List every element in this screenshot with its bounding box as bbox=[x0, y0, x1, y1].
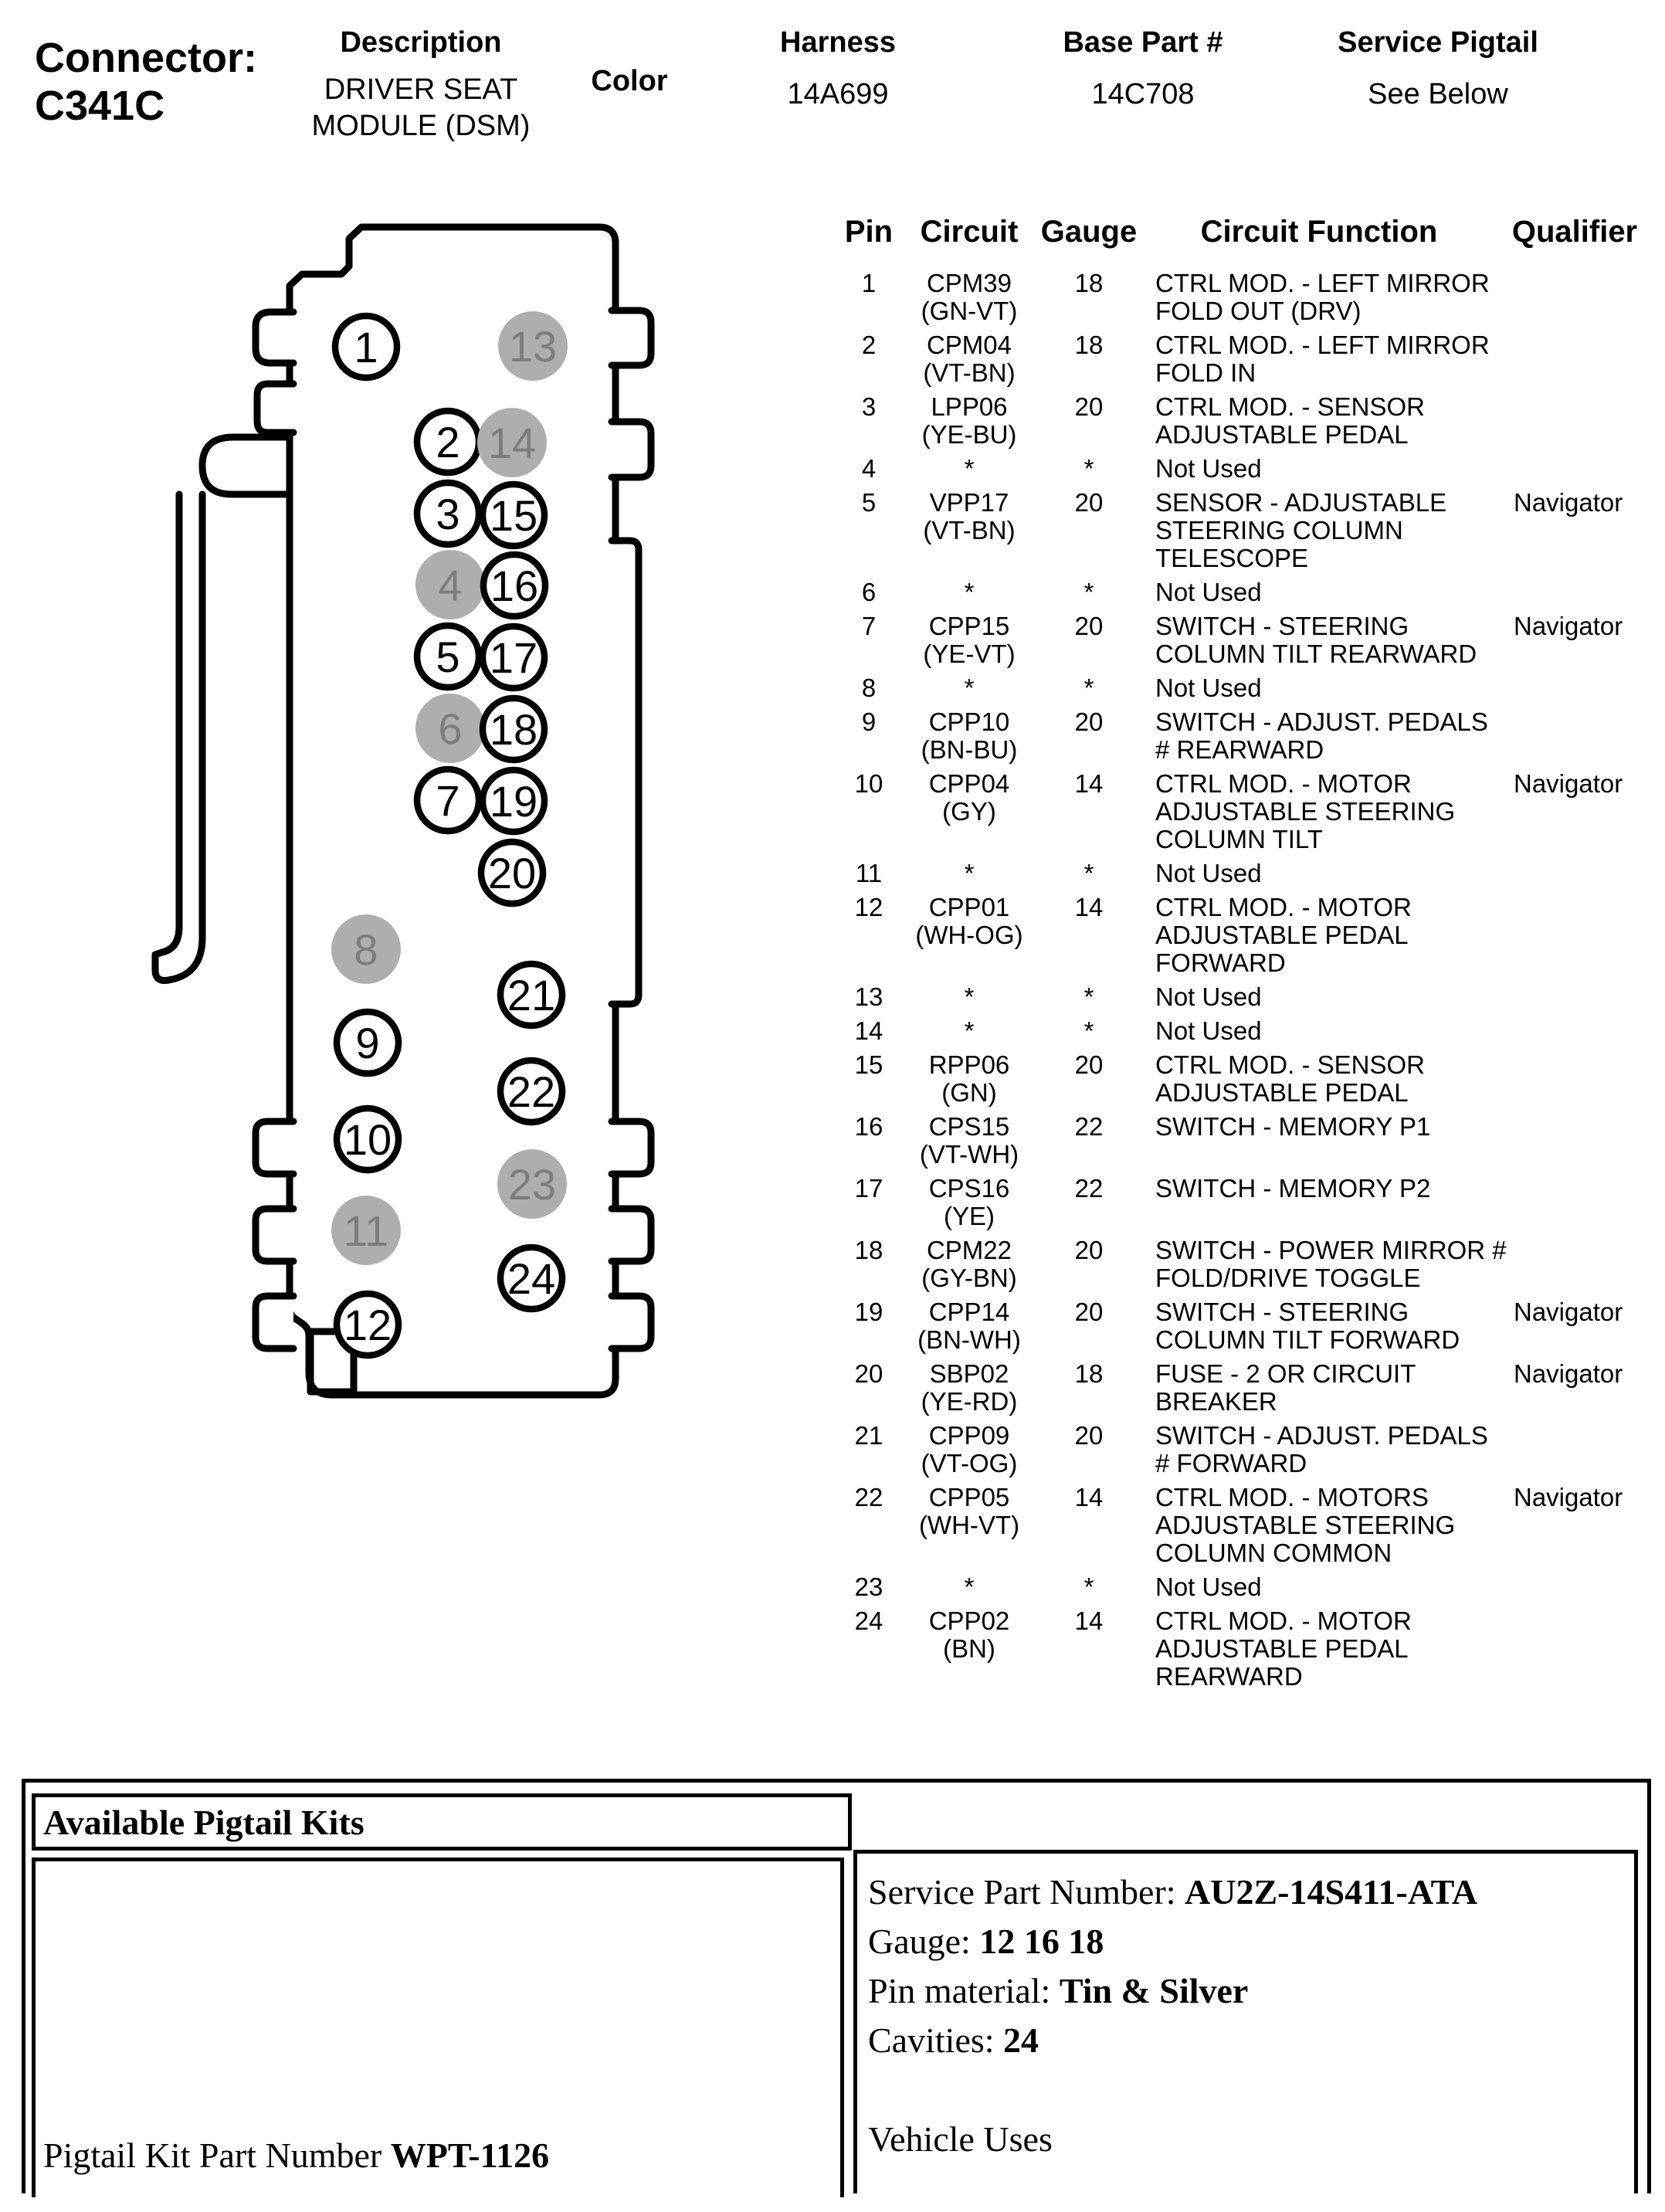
qualifier-cell bbox=[1495, 1017, 1654, 1045]
pigtail-kit-part-line bbox=[43, 2135, 549, 2176]
table-row bbox=[834, 708, 1654, 764]
gauge-cell: 14 bbox=[1074, 769, 1104, 798]
service-pigtail-label: Service Pigtail bbox=[1338, 26, 1538, 59]
qualifier-cell bbox=[1495, 983, 1654, 1011]
qualifier-cell bbox=[1495, 860, 1654, 887]
gauge-cell: 14 bbox=[1074, 1606, 1104, 1635]
circuit-function-cell: CTRL MOD. - MOTOR ADJUSTABLE PEDAL REARWARD bbox=[1155, 1606, 1412, 1691]
circuit-function-cell: Not Used bbox=[1155, 454, 1262, 483]
circuit-function-cell: CTRL MOD. - LEFT MIRROR FOLD IN bbox=[1155, 331, 1490, 387]
circuit-function-cell: SENSOR - ADJUSTABLE STEERING COLUMN TELESCOPE bbox=[1155, 488, 1447, 572]
circuit-cell: * bbox=[964, 982, 975, 1011]
circuit-cell: * bbox=[964, 578, 975, 606]
circuit-function-cell: CTRL MOD. - LEFT MIRROR FOLD OUT (DRV) bbox=[1155, 269, 1490, 325]
table-row bbox=[834, 770, 1654, 853]
table-row bbox=[834, 1017, 1654, 1045]
pin-number-label-18: 18 bbox=[489, 705, 538, 755]
description-value: DRIVER SEAT MODULE (DSM) bbox=[311, 73, 531, 142]
col-header-gauge: Gauge bbox=[1040, 215, 1138, 249]
pin-number-label-11: 11 bbox=[343, 1206, 389, 1256]
qualifier-cell bbox=[1495, 331, 1654, 387]
pigtail-kit-part-number: WPT-1126 bbox=[390, 2136, 550, 2175]
qualifier-cell bbox=[1495, 674, 1654, 702]
qualifier-cell: Navigator bbox=[1514, 1359, 1623, 1388]
circuit-cell: * bbox=[964, 859, 975, 887]
table-row bbox=[834, 674, 1654, 702]
gauge-cell: * bbox=[1083, 1572, 1094, 1601]
cavities-line: Cavities: 24 bbox=[868, 2020, 1039, 2060]
circuit-cell: CPP05 (WH-VT) bbox=[918, 1483, 1020, 1539]
gauge-cell: 20 bbox=[1074, 612, 1104, 640]
pin-number-label-7: 7 bbox=[436, 776, 460, 826]
base-part-value: 14C708 bbox=[1091, 78, 1195, 110]
circuit-function-cell: Not Used bbox=[1155, 982, 1262, 1011]
qualifier-cell: Navigator bbox=[1514, 488, 1623, 517]
gauge-cell: 14 bbox=[1074, 893, 1104, 921]
circuit-cell: CPP14 (BN-WH) bbox=[917, 1298, 1021, 1354]
table-row bbox=[834, 894, 1654, 977]
qualifier-cell bbox=[1495, 708, 1654, 764]
table-row bbox=[834, 270, 1654, 325]
pin-number-label-6: 6 bbox=[438, 704, 463, 754]
gauge-cell: * bbox=[1083, 1016, 1094, 1045]
circuit-function-cell: SWITCH - ADJUST. PEDALS # FORWARD bbox=[1155, 1421, 1488, 1477]
gauge-cell: 14 bbox=[1074, 1483, 1104, 1511]
pin-number-cell: 5 bbox=[861, 488, 877, 517]
pin-number-label-16: 16 bbox=[490, 561, 539, 611]
qualifier-cell: Navigator bbox=[1514, 769, 1623, 798]
table-row bbox=[834, 1298, 1654, 1354]
connector-id: C341C bbox=[35, 83, 165, 129]
pin-number-label-17: 17 bbox=[489, 633, 538, 683]
service-part-number: AU2Z-14S411-ATA bbox=[1185, 1872, 1478, 1912]
pin-number-cell: 22 bbox=[854, 1483, 883, 1511]
circuit-cell: CPS16 (YE) bbox=[928, 1174, 1010, 1230]
circuit-cell: CPP02 (BN) bbox=[928, 1606, 1010, 1663]
circuit-cell: CPM22 (GY-BN) bbox=[921, 1236, 1017, 1292]
circuit-cell: LPP06 (YE-BU) bbox=[921, 392, 1017, 449]
pin-number-cell: 1 bbox=[861, 269, 877, 297]
gauge-cell: * bbox=[1083, 859, 1094, 887]
header-col-service-pigtail bbox=[1322, 26, 1554, 113]
circuit-cell: CPP15 (YE-VT) bbox=[923, 612, 1016, 668]
table-row bbox=[834, 1051, 1654, 1107]
circuit-function-cell: SWITCH - ADJUST. PEDALS # REARWARD bbox=[1155, 707, 1488, 764]
table-row bbox=[834, 1360, 1654, 1416]
circuit-cell: VPP17 (VT-BN) bbox=[923, 488, 1016, 545]
circuit-function-cell: SWITCH - POWER MIRROR # FOLD/DRIVE TOGGLE bbox=[1155, 1236, 1507, 1292]
circuit-function-cell: CTRL MOD. - MOTORS ADJUSTABLE STEERING COLUMN COMMON bbox=[1155, 1483, 1456, 1567]
col-header-qualifier: Qualifier bbox=[1511, 215, 1638, 249]
pin-number-cell: 16 bbox=[854, 1112, 883, 1141]
gauge-cell: 18 bbox=[1074, 1359, 1104, 1388]
gauge-cell: * bbox=[1083, 454, 1094, 483]
gauge-cell: 20 bbox=[1074, 392, 1104, 421]
pin-table-header bbox=[834, 215, 1654, 249]
harness-label: Harness bbox=[780, 26, 896, 59]
available-pigtail-kits-title: Available Pigtail Kits bbox=[43, 1802, 365, 1842]
table-row bbox=[834, 1237, 1654, 1292]
connector-label: Connector: bbox=[35, 35, 257, 81]
qualifier-cell bbox=[1495, 578, 1654, 606]
pin-number-label-20: 20 bbox=[487, 849, 537, 898]
header-col-harness bbox=[722, 26, 954, 113]
pin-number-cell: 11 bbox=[855, 859, 883, 887]
gauge-cell: 20 bbox=[1074, 488, 1104, 517]
gauge-cell: 20 bbox=[1074, 1298, 1104, 1326]
col-header-pin: Pin bbox=[844, 215, 894, 249]
col-header-circuit: Circuit bbox=[920, 215, 1019, 249]
pin-table bbox=[834, 215, 1654, 1697]
service-pigtail-value: See Below bbox=[1368, 78, 1508, 110]
gauge-cell: 18 bbox=[1074, 331, 1104, 359]
table-row bbox=[834, 1113, 1654, 1169]
gauge-cell: 20 bbox=[1074, 1421, 1104, 1450]
circuit-cell: * bbox=[964, 1572, 975, 1601]
circuit-function-cell: Not Used bbox=[1155, 578, 1262, 606]
circuit-cell: * bbox=[964, 1016, 975, 1045]
pin-number-label-2: 2 bbox=[436, 418, 460, 467]
pin-number-label-14: 14 bbox=[487, 419, 537, 468]
gauge-cell: 22 bbox=[1074, 1174, 1104, 1203]
vehicle-uses-label: Vehicle Uses bbox=[868, 2119, 1053, 2159]
circuit-function-cell: CTRL MOD. - MOTOR ADJUSTABLE PEDAL FORWARD bbox=[1155, 893, 1412, 977]
pin-number-cell: 17 bbox=[854, 1174, 883, 1203]
circuit-cell: CPP04 (GY) bbox=[928, 769, 1010, 826]
table-row bbox=[834, 612, 1654, 668]
qualifier-cell bbox=[1495, 1237, 1654, 1292]
pin-number-label-19: 19 bbox=[489, 777, 538, 826]
gauge-cell: 20 bbox=[1074, 707, 1104, 736]
gauge-line: Gauge: 12 16 18 bbox=[868, 1922, 1104, 1961]
pin-number-label-10: 10 bbox=[343, 1115, 392, 1165]
pin-number-cell: 18 bbox=[854, 1236, 883, 1264]
circuit-function-cell: Not Used bbox=[1155, 1016, 1262, 1045]
gauge-cell: * bbox=[1083, 982, 1094, 1011]
pin-number-cell: 10 bbox=[854, 769, 883, 798]
color-label: Color bbox=[591, 65, 668, 97]
circuit-function-cell: CTRL MOD. - MOTOR ADJUSTABLE STEERING COLUMN TILT bbox=[1155, 769, 1456, 853]
service-part-box bbox=[853, 1850, 1638, 2193]
table-row bbox=[834, 1573, 1654, 1601]
col-header-function: Circuit Function bbox=[1200, 215, 1438, 249]
pin-number-cell: 15 bbox=[854, 1050, 883, 1079]
qualifier-cell bbox=[1495, 1422, 1654, 1477]
pin-number-label-4: 4 bbox=[438, 561, 463, 610]
pigtail-section bbox=[22, 1779, 1651, 2193]
qualifier-cell bbox=[1495, 1113, 1654, 1169]
pin-number-cell: 7 bbox=[861, 612, 877, 640]
table-row bbox=[834, 860, 1654, 887]
pin-material-line: Pin material: Tin & Silver bbox=[868, 1971, 1249, 2010]
gauge-cell: * bbox=[1083, 673, 1094, 702]
circuit-cell: RPP06 (GN) bbox=[928, 1050, 1010, 1107]
circuit-cell: CPM39 (GN-VT) bbox=[921, 269, 1018, 325]
pin-number-cell: 3 bbox=[861, 392, 877, 421]
connector-diagram bbox=[100, 193, 687, 1437]
circuit-function-cell: SWITCH - MEMORY P1 bbox=[1155, 1112, 1431, 1141]
circuit-cell: CPM04 (VT-BN) bbox=[923, 331, 1016, 387]
pin-number-cell: 21 bbox=[854, 1421, 883, 1450]
qualifier-cell bbox=[1495, 1573, 1654, 1601]
pin-number-cell: 6 bbox=[861, 578, 877, 606]
pin-number-cell: 4 bbox=[861, 454, 877, 483]
harness-value: 14A699 bbox=[787, 78, 889, 110]
gauge-value: 12 16 18 bbox=[979, 1922, 1104, 1961]
qualifier-cell bbox=[1495, 1175, 1654, 1230]
pin-number-cell: 13 bbox=[854, 982, 883, 1011]
circuit-function-cell: Not Used bbox=[1155, 859, 1262, 887]
pin-number-label-3: 3 bbox=[436, 490, 460, 539]
qualifier-cell bbox=[1495, 894, 1654, 977]
circuit-function-cell: SWITCH - MEMORY P2 bbox=[1155, 1174, 1431, 1203]
table-row bbox=[834, 1422, 1654, 1477]
circuit-cell: * bbox=[964, 454, 975, 483]
pin-number-label-8: 8 bbox=[354, 925, 378, 975]
pin-number-cell: 8 bbox=[861, 673, 877, 702]
pin-number-label-1: 1 bbox=[354, 323, 378, 372]
connector-title bbox=[35, 34, 257, 130]
circuit-function-cell: Not Used bbox=[1155, 1572, 1262, 1601]
circuit-cell: CPP10 (BN-BU) bbox=[921, 707, 1018, 764]
gauge-cell: 20 bbox=[1074, 1050, 1104, 1079]
pin-number-cell: 14 bbox=[854, 1016, 883, 1045]
table-row bbox=[834, 455, 1654, 483]
table-row bbox=[834, 578, 1654, 606]
pin-number-cell: 2 bbox=[861, 331, 877, 359]
available-pigtail-kits-header bbox=[32, 1793, 852, 1851]
circuit-function-cell: FUSE - 2 OR CIRCUIT BREAKER bbox=[1155, 1359, 1416, 1416]
pin-number-label-5: 5 bbox=[436, 633, 460, 682]
base-part-label: Base Part # bbox=[1063, 26, 1223, 59]
qualifier-cell bbox=[1495, 455, 1654, 483]
qualifier-cell bbox=[1495, 1051, 1654, 1107]
table-row bbox=[834, 1175, 1654, 1230]
pin-number-label-24: 24 bbox=[507, 1254, 556, 1304]
pin-material-value: Tin & Silver bbox=[1059, 1971, 1249, 2010]
pin-number-cell: 9 bbox=[861, 707, 877, 736]
qualifier-cell bbox=[1495, 1607, 1654, 1691]
header-col-color bbox=[571, 65, 687, 98]
circuit-function-cell: SWITCH - STEERING COLUMN TILT FORWARD bbox=[1155, 1298, 1460, 1354]
cavities-value: 24 bbox=[1003, 2020, 1039, 2060]
pin-table-rows bbox=[834, 270, 1654, 1691]
circuit-function-cell: Not Used bbox=[1155, 673, 1262, 702]
pin-number-label-13: 13 bbox=[508, 322, 558, 371]
pin-number-cell: 19 bbox=[854, 1298, 883, 1326]
table-row bbox=[834, 331, 1654, 387]
pigtail-kit-part-label: Pigtail Kit Part Number bbox=[43, 2136, 382, 2175]
circuit-cell: * bbox=[964, 673, 975, 702]
service-part-number-line: Service Part Number: AU2Z-14S411-ATA bbox=[868, 1872, 1478, 1912]
table-row bbox=[834, 1607, 1654, 1691]
qualifier-cell: Navigator bbox=[1514, 1298, 1623, 1326]
gauge-cell: 22 bbox=[1074, 1112, 1104, 1141]
circuit-cell: CPS15 (VT-WH) bbox=[919, 1112, 1019, 1169]
qualifier-cell bbox=[1495, 270, 1654, 325]
circuit-function-cell: SWITCH - STEERING COLUMN TILT REARWARD bbox=[1155, 612, 1477, 668]
table-row bbox=[834, 489, 1654, 572]
circuit-function-cell: CTRL MOD. - SENSOR ADJUSTABLE PEDAL bbox=[1155, 1050, 1425, 1107]
pin-number-cell: 23 bbox=[854, 1572, 883, 1601]
pin-number-cell: 20 bbox=[854, 1359, 883, 1388]
gauge-cell: 18 bbox=[1074, 269, 1104, 297]
pin-number-label-9: 9 bbox=[355, 1019, 380, 1068]
qualifier-cell: Navigator bbox=[1514, 612, 1623, 640]
pin-number-label-22: 22 bbox=[507, 1067, 556, 1117]
document-header bbox=[0, 0, 1665, 178]
pin-number-cell: 24 bbox=[854, 1606, 883, 1635]
pin-number-label-23: 23 bbox=[507, 1160, 557, 1209]
header-col-description bbox=[282, 26, 560, 144]
circuit-cell: SBP02 (YE-RD) bbox=[921, 1359, 1018, 1416]
qualifier-cell bbox=[1495, 393, 1654, 449]
table-row bbox=[834, 983, 1654, 1011]
description-label: Description bbox=[340, 26, 502, 59]
pin-number-cell: 12 bbox=[854, 893, 883, 921]
circuit-cell: CPP01 (WH-OG) bbox=[915, 893, 1023, 949]
circuit-function-cell: CTRL MOD. - SENSOR ADJUSTABLE PEDAL bbox=[1155, 392, 1425, 449]
table-row bbox=[834, 1484, 1654, 1567]
gauge-cell: 20 bbox=[1074, 1236, 1104, 1264]
pin-number-label-15: 15 bbox=[489, 491, 538, 541]
circuit-cell: CPP09 (VT-OG) bbox=[921, 1421, 1018, 1477]
pigtail-kits-box bbox=[32, 1857, 844, 2197]
header-col-base-part bbox=[1027, 26, 1259, 113]
table-row bbox=[834, 393, 1654, 449]
pin-number-label-21: 21 bbox=[507, 971, 556, 1020]
qualifier-cell: Navigator bbox=[1514, 1483, 1623, 1511]
gauge-cell: * bbox=[1083, 578, 1094, 606]
pin-number-label-12: 12 bbox=[343, 1301, 392, 1350]
